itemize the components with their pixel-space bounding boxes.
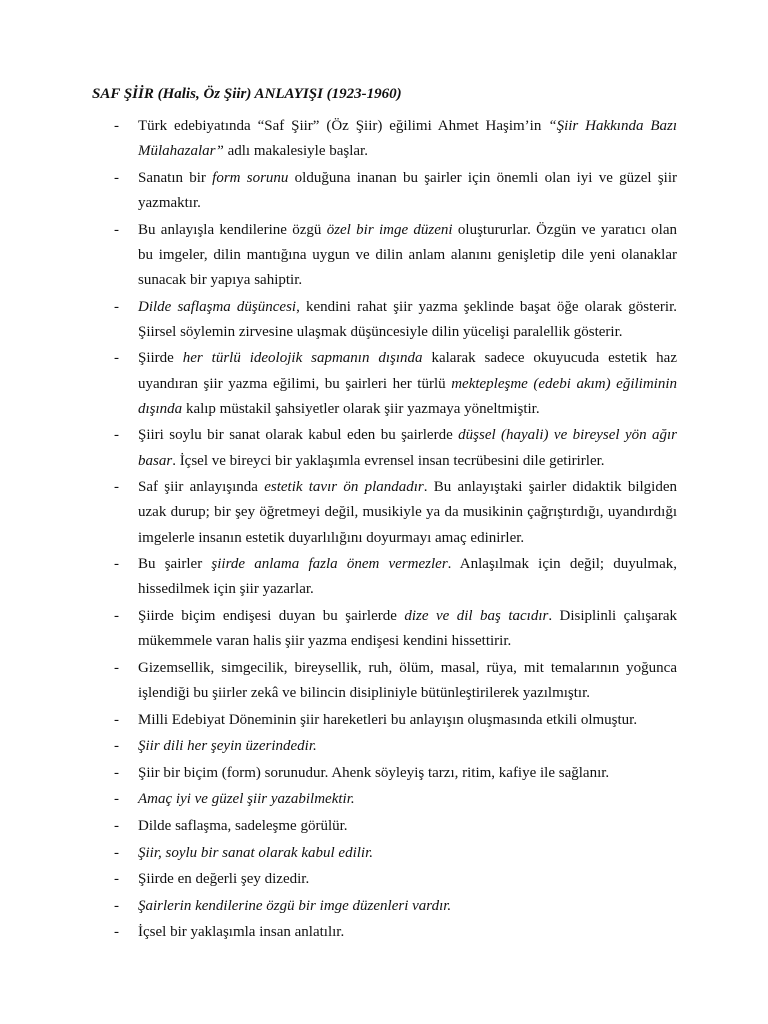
list-item-text [138,787,677,812]
list-item [0,604,768,654]
bullet-dash: - [114,350,119,367]
text-run: adlı makalesiyle başlar. [223,143,368,160]
bullet-dash: - [114,897,119,914]
bullet-dash: - [114,738,119,755]
bullet-list [0,114,768,947]
bullet-dash: - [114,556,119,573]
list-item [0,423,768,473]
list-item-text [138,114,677,164]
text-run: Dilde saflaşma, sadeleşme görülür. [138,817,348,834]
list-item [0,218,768,294]
bullet-dash: - [114,118,119,134]
italic-text-run: “Şiir Hakkında Bazı Mülahazalar” [138,118,678,160]
text-run: Şiirde [138,350,183,367]
list-item [0,814,768,839]
list-item-text [138,218,677,294]
text-run: Saf şiir anlayışında [138,479,265,496]
list-item-text [138,552,677,602]
list-item [0,734,768,759]
list-item-text [138,920,677,945]
text-run: Şiirde biçim endişesi duyan bu şairlerde [138,607,405,624]
list-item-text [138,475,677,551]
bullet-dash: - [114,924,119,941]
bullet-dash: - [114,427,119,444]
text-run: kalarak sadece okuyucuda estetik haz uyandıran şiir yazma eğilimi, bu şairleri her türlü [138,350,677,392]
bullet-dash: - [114,791,119,808]
text-run: Bu şairler [138,556,212,573]
list-item [0,656,768,706]
italic-text-run: düşsel (hayali) ve bireysel yön ağır basar [138,427,677,469]
list-item-text [138,841,677,866]
text-run: İçsel bir yaklaşımla insan anlatılır. [138,924,345,941]
bullet-dash: - [114,871,119,888]
bullet-dash: - [114,764,119,781]
text-run: . Anlaşılmak için değil; duyulmak, hissedilmek için şiir yazarlar. [138,556,677,598]
list-item [0,475,768,551]
list-item [0,867,768,892]
italic-text-run: mektepleşme (edebi akım) eğiliminin dışında [138,375,677,417]
text-run: Gizemsellik, simgecilik, bireysellik, ruh, ölüm, masal, rüya, mit temalarının yoğunca işlendiği bu şiirler zekâ ve bilincin disipliniyle bütünleştirilerek yazılmıştır. [138,659,677,701]
text-run: oluştururlar. Özgün ve yaratıcı olan bu imgeler, dilin mantığına uygun ve dilin anlam alanını genişletip dile yeni olanaklar sunacak bir yapıya sahiptir. [138,221,677,288]
text-run: Sanatın bir [138,169,213,186]
list-item-text [138,656,677,706]
italic-text-run: form sorunu [212,169,289,186]
italic-text-run: Şiir dili her şeyin üzerindedir. [138,738,317,755]
list-item [0,841,768,866]
italic-text-run: şiirde anlama fazla önem vermezler [211,556,448,573]
list-item [0,552,768,602]
list-item-text [138,423,677,473]
list-item-text [138,166,677,216]
text-run: olduğuna inanan bu şairler için önemli olan iyi ve güzel şiir yazmaktır. [138,169,678,211]
bullet-dash: - [114,479,119,496]
list-item [0,787,768,812]
text-run: Şiirde en değerli şey dizedir. [138,871,310,888]
text-run: kalıp müstakil şahsiyetler olarak şiir yazmaya yöneltmiştir. [182,400,540,417]
list-item-text [138,346,677,422]
list-item [0,920,768,945]
text-run: Şiir bir biçim (form) sorunudur. Ahenk söyleyiş tarzı, ritim, kafiye ile sağlanır. [138,764,610,781]
list-item-text [138,814,677,839]
list-item-text [138,734,677,759]
list-item-text [138,604,677,654]
list-item-text [138,761,677,786]
bullet-dash: - [114,221,119,238]
list-item-text [138,894,677,919]
bullet-dash: - [114,298,119,315]
list-item [0,894,768,919]
bullet-dash: - [114,607,119,624]
list-item [0,114,768,164]
list-item [0,166,768,216]
text-run: Milli Edebiyat Döneminin şiir hareketleri bu anlayışın oluşmasında etkili olmuştur. [138,711,638,728]
list-item-text [138,867,677,892]
bullet-dash: - [114,844,119,861]
bullet-dash: - [114,711,119,728]
italic-text-run: Amaç iyi ve güzel şiir yazabilmektir. [138,791,355,808]
italic-text-run: Şairlerin kendilerine özgü bir imge düzenleri vardır. [138,897,452,914]
text-run: Şiiri soylu bir sanat olarak kabul eden bu şairlerde [138,427,459,444]
text-run: Bu anlayışla kendilerine özgü [138,221,327,238]
italic-text-run: estetik tavır ön plandadır [264,479,424,496]
text-run: Türk edebiyatında “Saf Şiir” (Öz Şiir) eğilimi Ahmet Haşim’in [138,118,549,134]
text-run: , kendini rahat şiir yazma şeklinde başat öğe olarak gösterir. Şiirsel söylemin zirvesine ulaşmak düşüncesiyle dilin yücelişi paralellik gösterir. [138,298,677,340]
italic-text-run: her türlü ideolojik sapmanın dışında [182,350,423,367]
text-run: . İçsel ve bireyci bir yaklaşımla evrensel insan tecrübesini dile getirirler. [172,452,605,469]
italic-text-run: Şiir, soylu bir sanat olarak kabul edilir. [138,844,374,861]
text-run: . Disiplinli çalışarak mükemmele varan halis şiir yazma endişesi kendini hissettirir. [138,607,677,650]
document-title: SAF ŞİİR (Halis, Öz Şiir) ANLAYIŞI (1923-1960) [92,86,402,102]
list-item [0,346,768,422]
italic-text-run: Dilde saflaşma düşüncesi [138,298,297,315]
list-item-text [138,295,677,345]
bullet-dash: - [114,169,119,186]
bullet-dash: - [114,817,119,834]
list-item-text [138,708,677,733]
italic-text-run: dize ve dil baş tacıdır [404,607,549,624]
bullet-dash: - [114,659,119,676]
list-item [0,295,768,345]
italic-text-run: özel bir imge düzeni [326,221,453,238]
list-item [0,761,768,786]
text-run: . Bu anlayıştaki şairler didaktik bilgiden uzak durup; bir şey öğretmeyi değil, musikiyle ya da musikinin çağrıştırdığı, uyandırdığı imgelerle insanın estetik duyarlılığını doyurmayı amaç edinirler. [138,479,677,546]
list-item [0,708,768,733]
